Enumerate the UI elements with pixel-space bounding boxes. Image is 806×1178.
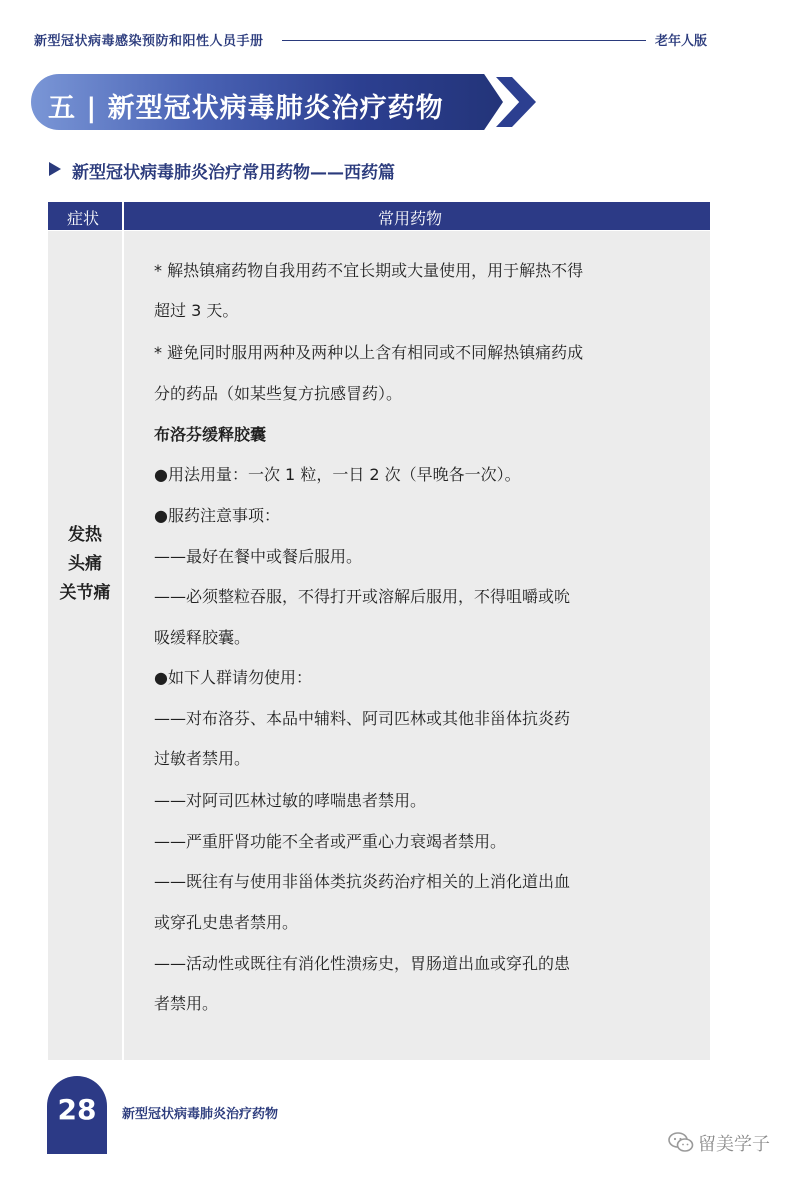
medicine-line: 分的药品（如某些复方抗感冒药）。 [154, 384, 403, 403]
table-header [48, 202, 710, 230]
medicine-line: 吸缓释胶囊。 [154, 628, 251, 647]
medicine-line: ●如下人群请勿使用： [154, 668, 312, 687]
header-rule [282, 40, 646, 41]
footer-title: 新型冠状病毒肺炎治疗药物 [122, 1107, 279, 1122]
medicine-line: ●服药注意事项： [154, 506, 280, 525]
medicine-line: 者禁用。 [154, 994, 219, 1013]
medicine-line: * 避免同时服用两种及两种以上含有相同或不同解热镇痛药成 [154, 343, 584, 362]
symptom-line: 关节痛 [59, 583, 111, 603]
symptom-line: 发热 [68, 525, 102, 545]
triangle-bullet-icon [49, 162, 61, 176]
medicine-line: 超过 3 天。 [154, 301, 239, 320]
medicine-line: 或穿孔史患者禁用。 [154, 913, 299, 932]
medicine-line: ——活动性或既往有消化性溃疡史，胃肠道出血或穿孔的患 [154, 954, 571, 973]
header-divider [122, 202, 124, 230]
running-header-title: 新型冠状病毒感染预防和阳性人员手册 [34, 34, 264, 49]
medicine-line: ——必须整粒吞服，不得打开或溶解后服用，不得咀嚼或吮 [154, 587, 571, 606]
symptom-cell [48, 521, 122, 608]
wechat-icon [668, 1131, 694, 1153]
drug-name: 布洛芬缓释胶囊 [154, 425, 267, 444]
medicine-line: ——对布洛芬、本品中辅料、阿司匹林或其他非甾体抗炎药 [154, 709, 571, 728]
medicine-line: ●用法用量：一次 1 粒，一日 2 次（早晚各一次）。 [154, 465, 521, 484]
medicine-line: ——既往有与使用非甾体类抗炎药治疗相关的上消化道出血 [154, 872, 571, 891]
column-header-symptom: 症状 [67, 209, 100, 228]
medicine-line: ——严重肝肾功能不全者或严重心力衰竭者禁用。 [154, 832, 507, 851]
medicine-line: ——对阿司匹林过敏的哮喘患者禁用。 [154, 791, 427, 810]
subheading: 新型冠状病毒肺炎治疗常用药物——西药篇 [72, 163, 395, 183]
watermark-text: 留美学子 [698, 1134, 770, 1155]
running-header-edition: 老年人版 [655, 34, 708, 49]
medicine-line: 过敏者禁用。 [154, 749, 251, 768]
medicine-line: * 解热镇痛药物自我用药不宜长期或大量使用，用于解热不得 [154, 261, 584, 280]
column-divider [122, 231, 124, 1060]
medicine-line: ——最好在餐中或餐后服用。 [154, 547, 363, 566]
section-title: 五 | 新型冠状病毒肺炎治疗药物 [48, 93, 444, 124]
column-header-medicine: 常用药物 [378, 209, 443, 228]
page-number: 28 [57, 1093, 97, 1126]
symptom-line: 头痛 [68, 554, 102, 574]
